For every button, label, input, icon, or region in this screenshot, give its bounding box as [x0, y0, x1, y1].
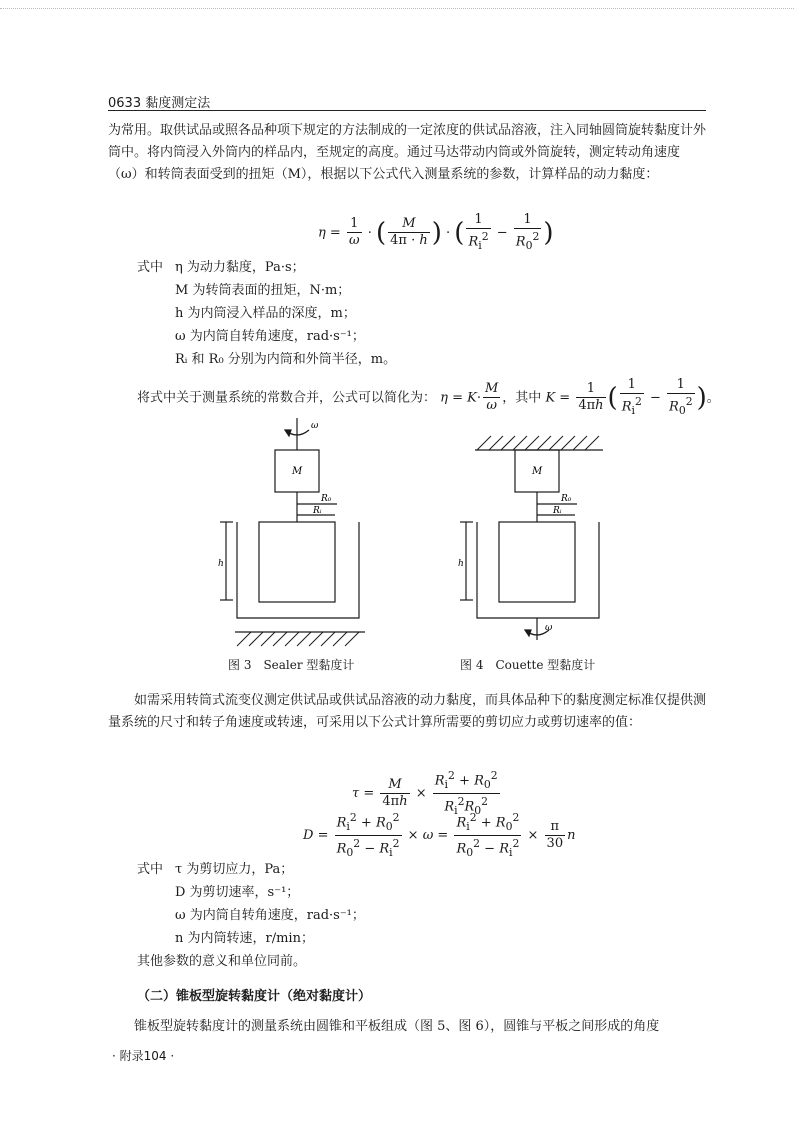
defs2-tail: 其他参数的意义和单位同前。	[137, 954, 307, 969]
def-eta: η 为动力黏度，Pa·s；	[175, 260, 305, 275]
paragraph-1: 为常用。取供试品或照各品种项下规定的方法制成的一定浓度的供试品溶液，注入同轴圆筒旋转黏度计外筒中。将内筒浸入外筒内的样品内，至规定的高度。通过马达带动内筒或外筒旋转，测定转动角速度（ω）和转筒表面受到的扭矩（M），根据以下公式代入测量系统的参数，计算样品的动力黏度：	[108, 123, 707, 182]
fig4-omega: ω	[545, 623, 553, 633]
figure-couette-viscometer	[455, 418, 605, 648]
defs1-lead: 式中	[137, 260, 164, 275]
fig3-caption: 图 3 Sealer 型黏度计	[228, 658, 355, 672]
def-h: h 为内筒浸入样品的深度，m；	[175, 306, 356, 321]
fig4-Ri: Rᵢ	[553, 506, 562, 516]
paragraph-3: 锥板型旋转黏度计的测量系统由圆锥和平板组成（图 5、图 6），圆锥与平板之间形成的角度	[134, 1019, 660, 1034]
def-M: M 为转筒表面的扭矩，N·m；	[175, 283, 351, 298]
fig3-R0: R₀	[321, 494, 332, 504]
defs2-lead: 式中	[137, 862, 164, 877]
fig4-M: M	[532, 466, 543, 477]
simplify-text: 将式中关于测量系统的常数合并，公式可以简化为：	[137, 390, 437, 406]
def-omega-2: ω 为内筒自转角速度，rad·s⁻¹；	[175, 908, 365, 923]
figure-sealer-viscometer	[215, 418, 365, 648]
def-R: Rᵢ 和 R₀ 分别为内筒和外筒半径，m。	[175, 352, 397, 367]
page-footer: · 附录104 ·	[112, 1049, 175, 1063]
fig4-h: h	[458, 559, 464, 569]
def-n: n 为内筒转速，r/min；	[175, 931, 314, 946]
fig3-M: M	[292, 466, 303, 477]
formula-shear-rate: D = $\frac{R_i^2 + R_0^2}{R_0^2 - R_i^2}$ × ω = $\frac{R_i^2 + R_0^2}{R_0^2 - R_i^2}$ × $\frac{\pi}{30}$ n	[303, 811, 576, 859]
running-header: 0633 黏度测定法	[108, 96, 211, 111]
def-D: D 为剪切速率，s⁻¹；	[175, 885, 300, 900]
paragraph-2: 如需采用转筒式流变仪测定供试品或供试品溶液的动力黏度，而具体品种下的黏度测定标准仅提供测量系统的尺寸和转子角速度或转速，可采用以下公式计算所需要的剪切应力或剪切速率的值：	[108, 693, 707, 730]
formula-viscosity: η = $\frac{1}{\omega}$ · ( $\frac{M}{4\pi \cdot h}$ ) · ( $\frac{1}{R_i^2}$ − $\frac{1}{R_0^2}$ )	[318, 212, 554, 252]
fig3-h: h	[218, 559, 224, 569]
fig4-caption: 图 4 Couette 型黏度计	[460, 658, 596, 672]
fig4-R0: R₀	[561, 494, 572, 504]
fig3-Ri: Rᵢ	[313, 506, 322, 516]
def-omega: ω 为内筒自转角速度，rad·s⁻¹；	[175, 329, 365, 344]
fig3-omega: ω	[311, 421, 319, 431]
def-tau: τ 为剪切应力，Pa；	[175, 862, 294, 877]
simplify-mid: ，其中	[502, 390, 546, 406]
simplify-line: 将式中关于测量系统的常数合并，公式可以简化为： η = K· $\frac{M}{\omega}$ ，其中 K = $\frac{1}{4\pi h}$ ( $\frac{1}{R_i^2}$ − $\frac{1}{R_0^2}$ )。	[137, 377, 720, 417]
header-rule	[108, 110, 706, 111]
simplify-end: 。	[706, 390, 720, 406]
formula-shear-stress: τ = $\frac{M}{4\pi h}$ × $\frac{R_i^2 + R_0^2}{R_i^2R_0^2}$	[352, 769, 498, 817]
section-title: （二）锥板型旋转黏度计（绝对黏度计）	[137, 989, 372, 1004]
top-dotted-rule	[0, 8, 794, 9]
